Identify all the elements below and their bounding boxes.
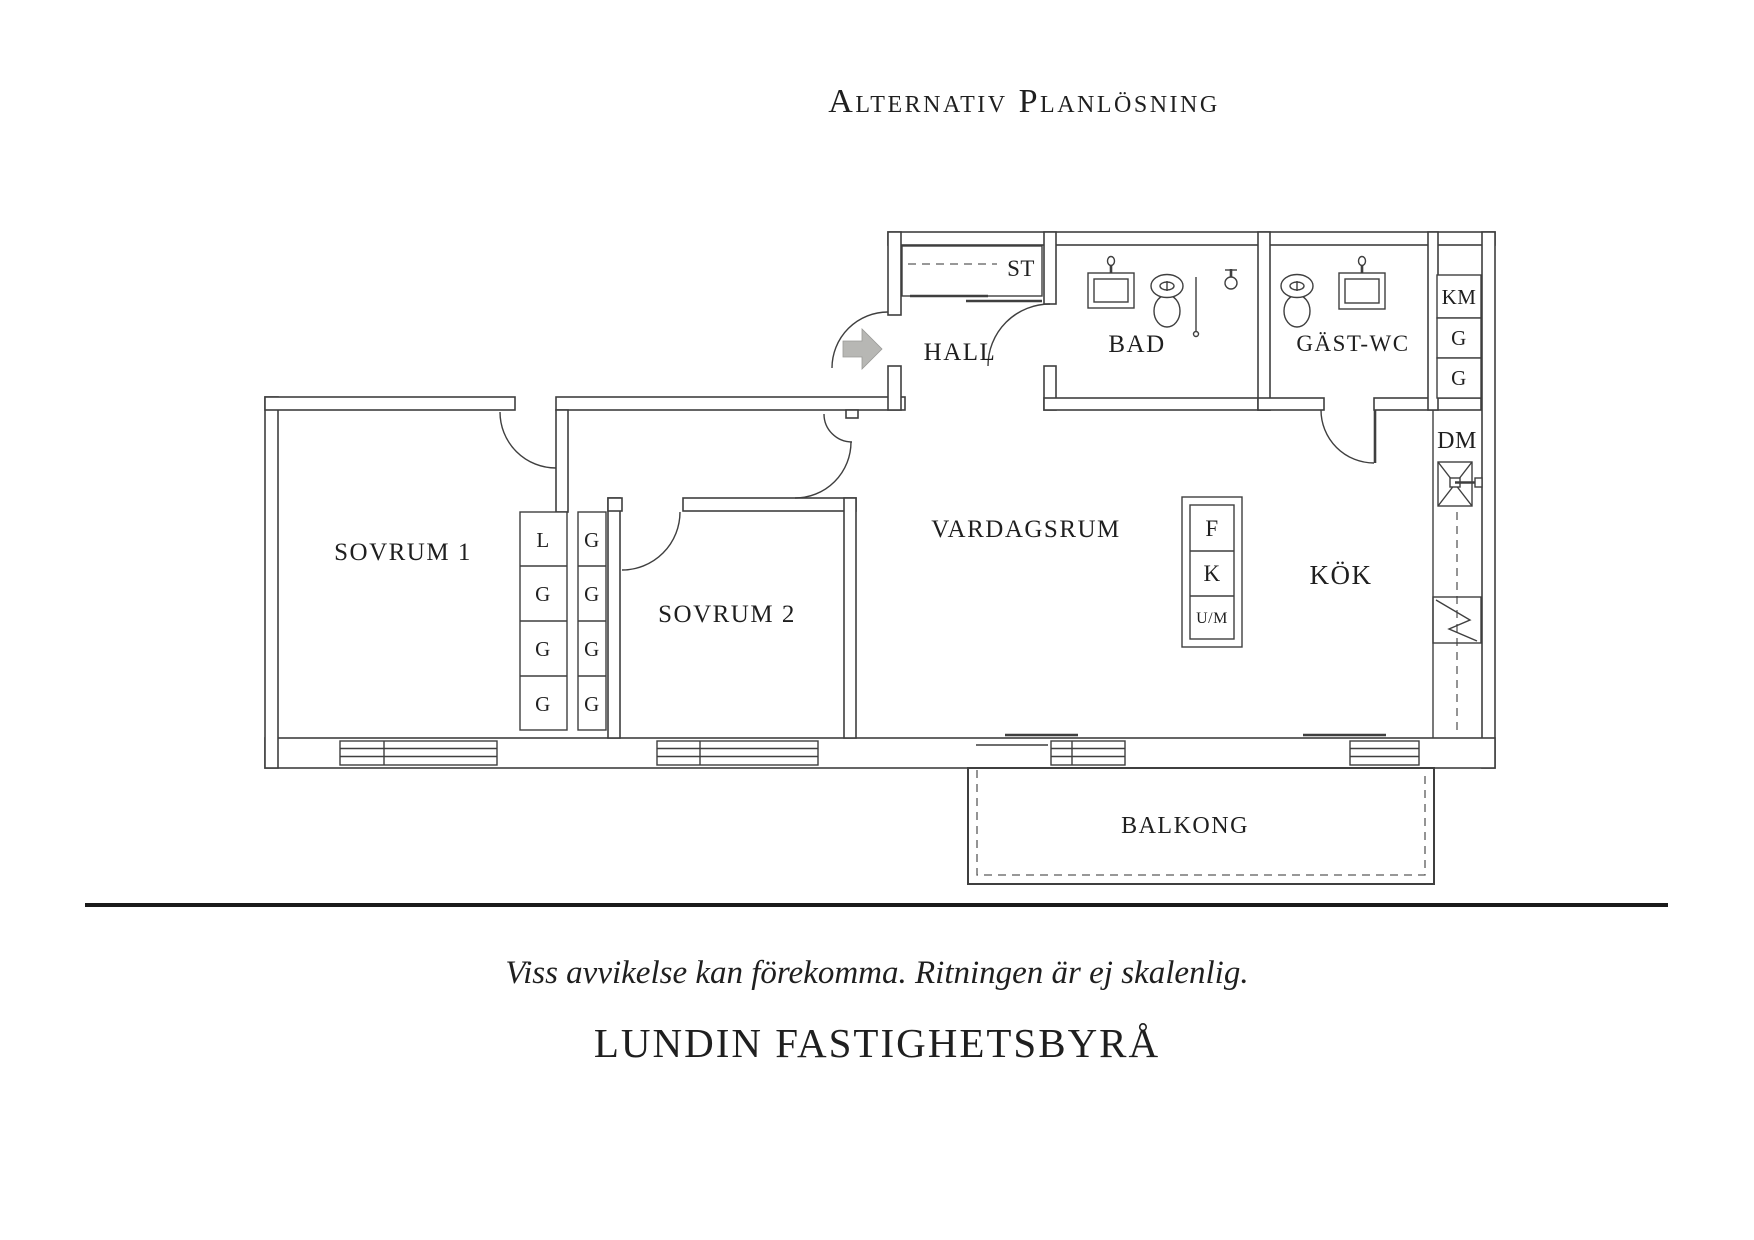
fridge-label: F <box>1205 516 1219 541</box>
room-labels <box>334 331 1409 628</box>
wall <box>608 498 620 738</box>
wall <box>846 410 858 418</box>
wall <box>888 232 901 315</box>
hall-label: HALL <box>923 339 997 366</box>
bad-door-arc <box>988 304 1050 366</box>
kok-label: KÖK <box>1309 560 1373 590</box>
sovrum2-label: SOVRUM 2 <box>658 601 796 628</box>
sovrum1-label: SOVRUM 1 <box>334 539 472 566</box>
window-sovrum2 <box>657 741 818 765</box>
sink-icon <box>1339 257 1385 310</box>
wall <box>1482 232 1495 768</box>
wall <box>888 366 901 410</box>
entry-arrow-icon <box>843 329 882 369</box>
wall <box>1044 398 1270 410</box>
sovrum2-door-arc <box>622 512 680 570</box>
kitchen-counter <box>1433 410 1482 738</box>
wall <box>683 498 856 511</box>
st-label: ST <box>1007 256 1035 281</box>
toilet-icon <box>1151 275 1183 328</box>
sovrum1-door-arc <box>500 412 556 468</box>
appliance-stack <box>1182 497 1242 647</box>
dm-label: DM <box>1437 428 1477 454</box>
balcony <box>968 768 1434 884</box>
kitchen-sink-icon <box>1438 462 1482 506</box>
gast-wc-fixtures <box>1281 257 1385 328</box>
wall <box>265 397 515 410</box>
entry-door-arc <box>832 312 888 368</box>
toilet-icon <box>1281 275 1313 328</box>
balkong-label: BALKONG <box>1121 813 1249 839</box>
wall <box>888 232 1495 245</box>
wardrobe-column-right <box>578 512 606 730</box>
km-cabinet-column <box>1437 275 1481 398</box>
bad-fixtures <box>1088 257 1237 337</box>
wall <box>1258 398 1324 410</box>
wardrobe-label: G <box>535 582 551 606</box>
disclaimer-text: Viss avvikelse kan förekomma. Ritningen är ej skalenlig. <box>505 955 1249 991</box>
wardrobe-label: L <box>536 528 550 552</box>
page-title: Alternativ Planlösning <box>828 83 1220 120</box>
sink-icon <box>1088 257 1134 309</box>
shower-icon <box>1194 269 1238 337</box>
wall <box>556 410 568 512</box>
wardrobe-label: G <box>535 692 551 716</box>
wall <box>556 397 905 410</box>
gast-wc-door-arc <box>1321 410 1374 463</box>
wardrobe-label: G <box>584 637 600 661</box>
vardagsrum-label: VARDAGSRUM <box>931 516 1121 543</box>
oven-micro-label: U/M <box>1196 610 1228 627</box>
wardrobe-label: G <box>535 637 551 661</box>
freezer-label: K <box>1203 561 1221 586</box>
km-label: KM <box>1441 285 1477 309</box>
cabinet-label: G <box>1451 326 1467 350</box>
window-vardagsrum <box>1051 741 1125 765</box>
wall <box>1258 232 1270 410</box>
vardagsrum-door-leaf-arc <box>795 442 851 498</box>
wall <box>608 498 622 511</box>
brand-name: LUNDIN FASTIGHETSBYRÅ <box>593 1020 1161 1066</box>
cabinet-label: G <box>1451 366 1467 390</box>
wall <box>844 498 856 738</box>
wardrobe-label: G <box>584 528 600 552</box>
st-closet <box>902 246 1042 301</box>
wardrobe-column-left <box>520 512 567 730</box>
bad-label: BAD <box>1108 331 1166 358</box>
wall <box>265 397 278 768</box>
wardrobe-label: G <box>584 582 600 606</box>
window-sovrum1 <box>340 741 497 765</box>
wall <box>1044 232 1056 304</box>
wardrobe-label: G <box>584 692 600 716</box>
gast-wc-label: GÄST-WC <box>1296 331 1410 356</box>
divider-rule <box>85 903 1668 907</box>
